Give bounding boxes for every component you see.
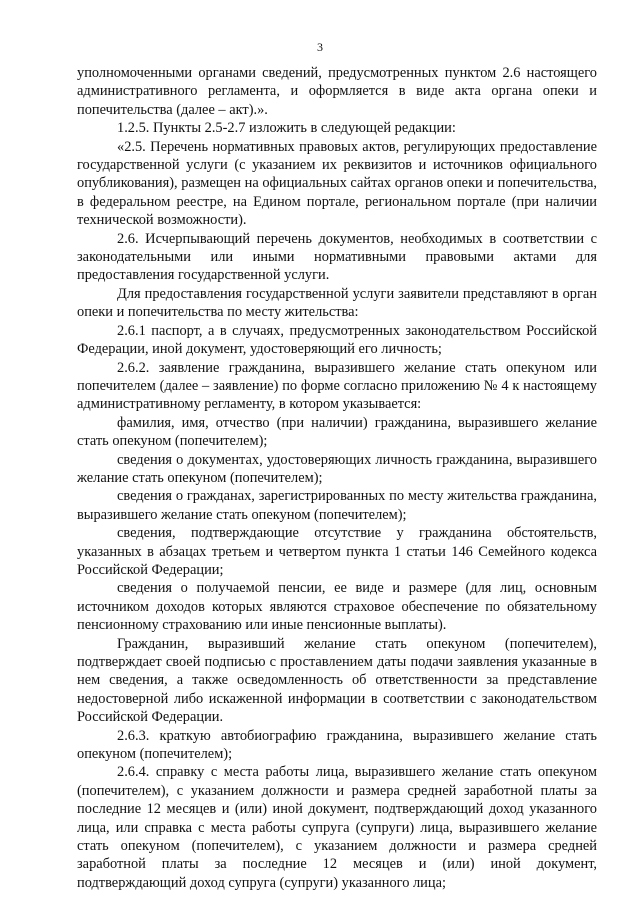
- paragraph-3: «2.5. Перечень нормативных правовых актов, регулирующих предоставление государственной услуги (с указанием их реквизитов и источников официального опубликования), размещен на официальных сайтах органов опеки и попечительства, в федеральном реестре, на Едином портале, региональном портале (при наличии технической возможности).: [77, 138, 597, 229]
- document-body: [77, 64, 597, 892]
- paragraph-6: 2.6.1 паспорт, а в случаях, предусмотренных законодательством Российской Федерации, иной документ, удостоверяющий его личность;: [77, 322, 597, 358]
- paragraph-4: 2.6. Исчерпывающий перечень документов, необходимых в соответствии с законодательными или иными нормативными правовыми актами для предоставления государственной услуги.: [77, 230, 597, 284]
- paragraph-11: сведения, подтверждающие отсутствие у гражданина обстоятельств, указанных в абзацах третьем и четвертом пункта 1 статьи 146 Семейного кодекса Российской Федерации;: [77, 525, 597, 578]
- paragraph-15: 2.6.4. справку с места работы лица, выразившего желание стать опекуном (попечителем), с указанием должности и размера средней заработной платы за последние 12 месяцев и (или) иной документ, подтверждающий доход указанного лица, или справка с места работы супруга (супруги) лица, выразившего желание стать опекуном (попечителем), с указанием должности и размера средней заработной платы за последние 12 месяцев и (или) иной документ, подтверждающий доход супруга (супруги) указанного лица;: [77, 764, 597, 891]
- paragraph-8: фамилия, имя, отчество (при наличии) гражданина, выразившего желание стать опекуном (попечителем);: [77, 414, 597, 450]
- paragraph-7: 2.6.2. заявление гражданина, выразившего желание стать опекуном или попечителем (далее – заявление) по форме согласно приложению № 4 к настоящему административному регламенту, в котором указывается:: [77, 359, 597, 413]
- paragraph-12: сведения о получаемой пенсии, ее виде и размере (для лиц, основным источником доходов которых являются страховое обеспечение по обязательному пенсионному страхованию или иные пенсионные выплаты).: [77, 580, 597, 634]
- paragraph-9: сведения о документах, удостоверяющих личность гражданина, выразившего желание стать опекуном (попечителем);: [77, 451, 597, 486]
- paragraph-2: 1.2.5. Пункты 2.5-2.7 изложить в следующей редакции:: [117, 120, 456, 137]
- paragraph-14: 2.6.3. краткую автобиографию гражданина, выразившего желание стать опекуном (попечителем);: [77, 727, 597, 763]
- paragraph-5: Для предоставления государственной услуги заявители представляют в орган опеки и попечительства по месту жительства:: [77, 285, 597, 321]
- page-number: 3: [317, 40, 323, 54]
- paragraph-1: уполномоченными органами сведений, предусмотренных пунктом 2.6 настоящего административного регламента, и оформляется в виде акта органа опеки и попечительства (далее – акт).».: [77, 65, 597, 118]
- paragraph-10: сведения о гражданах, зарегистрированных по месту жительства гражданина, выразившего желание стать опекуном (попечителем);: [77, 488, 597, 523]
- paragraph-13: Гражданин, выразивший желание стать опекуном (попечителем), подтверждает своей подписью с проставлением даты подачи заявления указанные в нем сведения, а также осведомленность об ответственности за представление недостоверной либо искаженной информации в соответствии с законодательством Российской Федерации.: [77, 635, 597, 726]
